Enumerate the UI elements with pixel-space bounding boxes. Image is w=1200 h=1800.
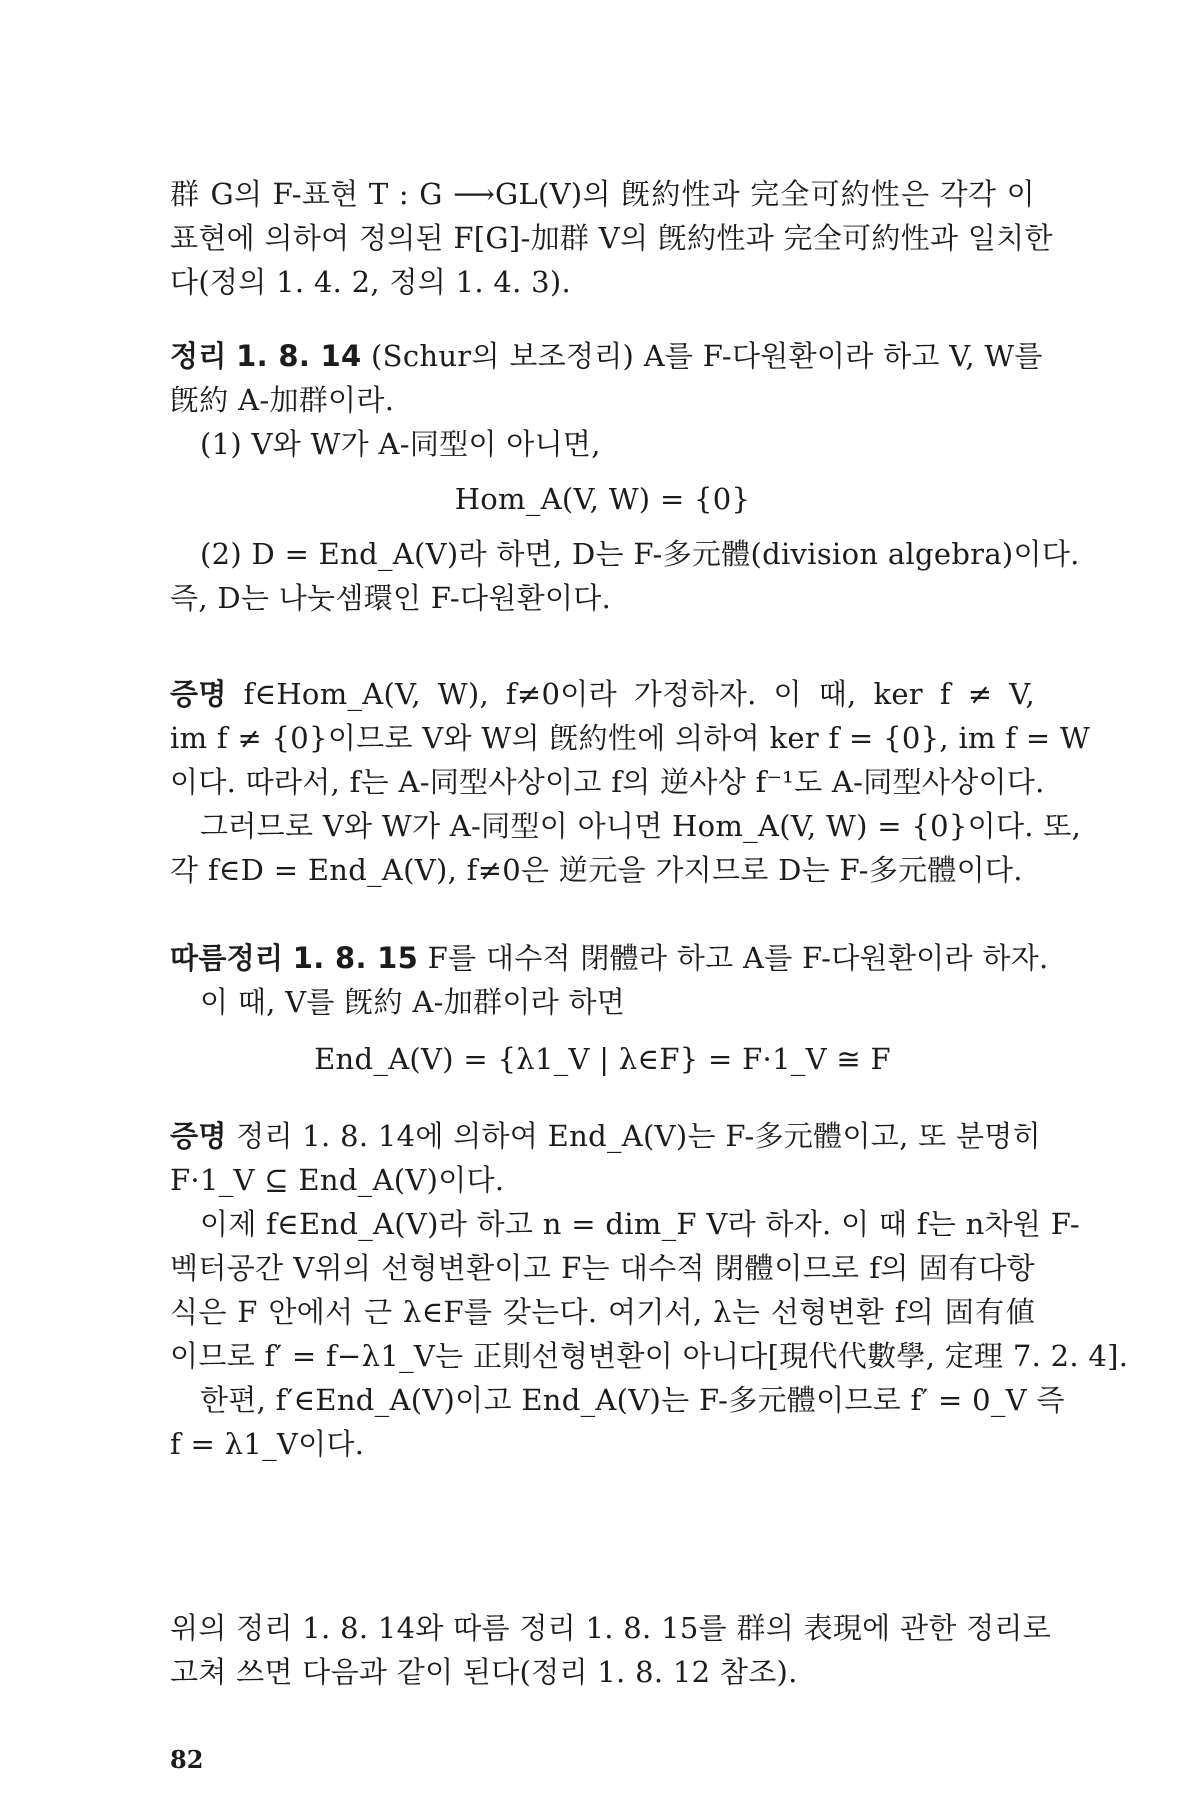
text-line: F·1_V ⊆ End_A(V)이다. <box>170 1163 505 1197</box>
text-line: 이제 f∈End_A(V)라 하고 n = dim_F V라 하자. 이 때 f는 n차원 F- <box>200 1207 1080 1241</box>
text-line: 위의 정리 1. 8. 14와 따름 정리 1. 8. 15를 群의 表現에 관한 정리로 <box>170 1611 1052 1645</box>
text-line: 벡터공간 V위의 선형변환이고 F는 대수적 閉體이므로 f의 固有다항 <box>170 1251 1035 1285</box>
intro-paragraph <box>170 172 1053 304</box>
theorem-heading-line <box>170 334 1043 378</box>
page-number: 82 <box>170 1745 204 1774</box>
display-formula: End_A(V) = {λ1_V | λ∈F} = F·1_V ≅ F <box>314 1042 891 1076</box>
text-line: 群 G의 F-표현 T : G ⟶GL(V)의 旣約性과 完全可約性은 각각 이 <box>170 177 1035 211</box>
corollary-number: 1. 8. 15 <box>292 941 419 975</box>
proof-theorem-1-8-14 <box>170 672 1091 892</box>
text-line: 그러므로 V와 W가 A-同型이 아니면 Hom_A(V, W) = {0}이다. 또, <box>200 809 1082 843</box>
text-line: f = λ1_V이다. <box>170 1427 365 1461</box>
theorem-item-2: (2) D = End_A(V)라 하면, D는 F-多元體(division algebra)이다. <box>200 537 1080 571</box>
proof-text: f∈Hom_A(V, W), f≠0이라 가정하자. 이 때, ker f ≠ V, <box>226 677 1035 711</box>
theorem-number: 1. 8. 14 <box>236 339 362 373</box>
closing-paragraph <box>170 1606 1052 1694</box>
text-line: 표현에 의하여 정의된 F[G]-加群 V의 旣約性과 完全可約性과 일치한 <box>170 221 1053 255</box>
proof-corollary-1-8-15 <box>170 1114 1129 1466</box>
text-line: 각 f∈D = End_A(V), f≠0은 逆元을 가지므로 D는 F-多元體이다. <box>170 853 1023 887</box>
proof-label: 증명 <box>170 677 227 711</box>
corollary-1-8-15 <box>170 936 1049 1094</box>
text-line: 고쳐 쓰면 다음과 같이 된다(정리 1. 8. 12 참조). <box>170 1655 798 1689</box>
proof-heading-line <box>170 672 1035 716</box>
text-line: 한편, f′∈End_A(V)이고 End_A(V)는 F-多元體이므로 f′ = 0_V 즉 <box>200 1383 1065 1417</box>
text-line: 식은 F 안에서 근 λ∈F를 갖는다. 여기서, λ는 선형변환 f의 固有値 <box>170 1295 1035 1329</box>
text-line: 旣約 A-加群이라. <box>170 383 395 417</box>
text-line: 이다. 따라서, f는 A-同型사상이고 f의 逆사상 f⁻¹도 A-同型사상이다. <box>170 765 1045 799</box>
display-formula: Hom_A(V, W) = {0} <box>454 482 751 516</box>
text-line: 즉, D는 나눗셈環인 F-다원환이다. <box>170 581 612 615</box>
theorem-statement-start: (Schur의 보조정리) A를 F-다원환이라 하고 V, W를 <box>361 339 1043 373</box>
corollary-heading-line <box>170 936 1049 980</box>
text-line: 이므로 f′ = f−λ1_V는 正則선형변환이 아니다[現代代數學, 定理 7. 2. 4]. <box>170 1339 1129 1373</box>
proof-text: 정리 1. 8. 14에 의하여 End_A(V)는 F-多元體이고, 또 분명히 <box>226 1119 1041 1153</box>
corollary-statement-start: F를 대수적 閉體라 하고 A를 F-다원환이라 하자. <box>418 941 1049 975</box>
text-line: 이 때, V를 旣約 A-加群이라 하면 <box>200 985 626 1019</box>
proof-heading-line <box>170 1114 1041 1158</box>
theorem-item-1: (1) V와 W가 A-同型이 아니면, <box>200 427 601 461</box>
text-line: 다(정의 1. 4. 2, 정의 1. 4. 3). <box>170 265 572 299</box>
theorem-label: 정리 <box>170 339 227 373</box>
proof-label: 증명 <box>170 1119 227 1153</box>
theorem-1-8-14 <box>170 334 1080 620</box>
corollary-label: 따름정리 <box>170 941 284 975</box>
text-line: im f ≠ {0}이므로 V와 W의 旣約性에 의하여 ker f = {0}, im f = W <box>170 721 1091 755</box>
